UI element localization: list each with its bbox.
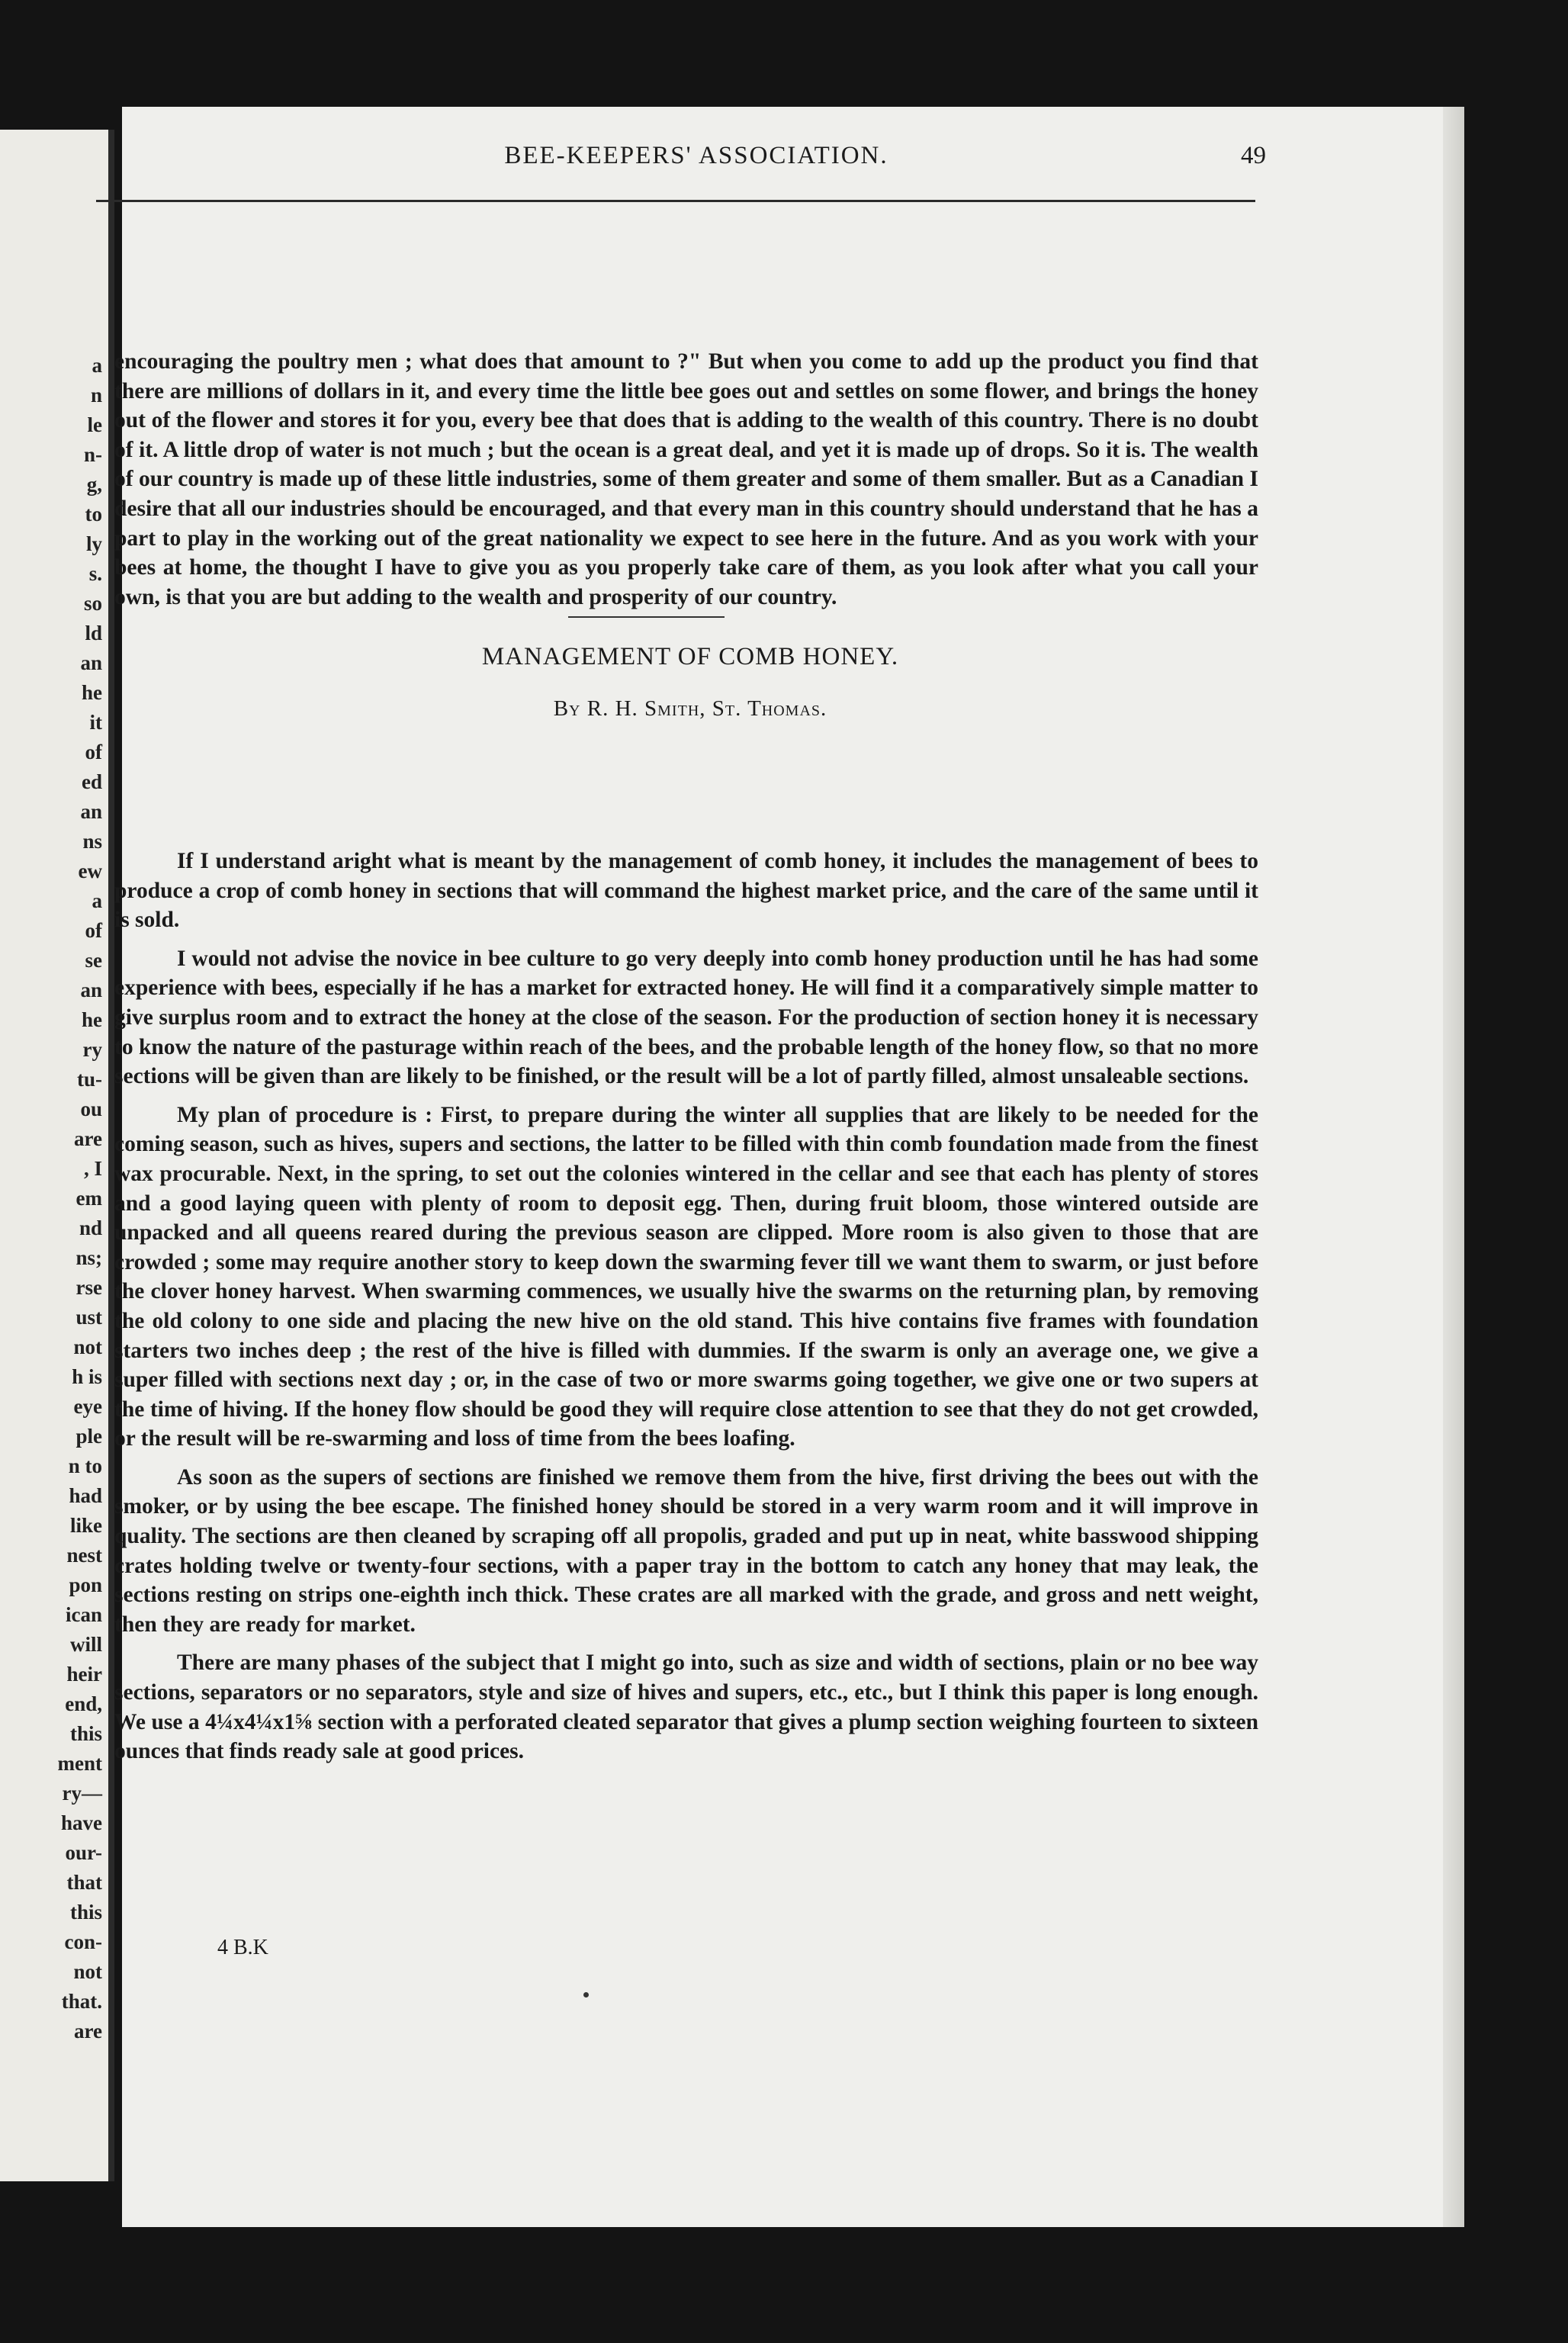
ink-speck (583, 1992, 589, 1997)
facing-page-fragment-line: ew (78, 860, 102, 882)
facing-page-fragment-line: this (69, 1901, 102, 1924)
facing-page-fragment-line: rse (76, 1276, 102, 1299)
facing-page-fragment-line: heir (66, 1663, 102, 1686)
facing-page-fragment-line: se (85, 949, 102, 972)
article-paragraph-3: My plan of procedure is : First, to prepare during the winter all supplies that are likely to be needed for the coming season, such as hives, supers and sections, the latter to be filled with thin comb foundation made from the finest wax procurable. Next, in the spring, to set out the colonies wintered in the cellar and see that each has plenty of stores and a good laying queen with plenty of room to deposit egg. Then, during fruit bloom, those wintered outside are unpacked and all queens reared during the previous season are clipped. More room is also given to those that are crowded ; some may require another story to keep down the swarming fever till we want them to swarm, or just before the clover honey harvest. When swarming commences, we usually hive the swarms on the returning plan, by removing the old colony to one side and placing the new hive on the old stand. This hive contains five frames with foundation starters two inches deep ; the rest of the hive is filled with dummies. If the swarm is only an average one, we give a super filled with sections next day ; or, in the case of two or more swarms going together, we give one or two supers at the time of hiving. If the honey flow should be good they will require close attention to see that they do not get crowded, or the result will be re-swarming and loss of time from the bees loafing. (114, 1102, 1258, 1451)
facing-page-fragment-line: he (82, 681, 102, 704)
facing-page-fragment-line: an (80, 651, 102, 674)
facing-page-fragment-line: ed (82, 770, 102, 793)
header-rule (96, 200, 1255, 202)
facing-page-fragment-line: ly (85, 532, 102, 555)
facing-page-fragment-line: a (92, 889, 102, 912)
facing-page-fragment-line: ple (76, 1425, 102, 1448)
facing-page-fragment-line: had (69, 1484, 102, 1507)
facing-page-fragment-line: not (73, 1960, 102, 1983)
facing-page-fragment-line: like (69, 1514, 102, 1537)
facing-page-fragment-line: n (90, 384, 102, 407)
facing-page-fragment-line: of (85, 741, 102, 763)
byline-text: By R. H. Smith, St. Thomas. (553, 696, 827, 721)
facing-page-fragment-line: nest (66, 1544, 102, 1567)
signature-mark: 4 B.K (217, 1936, 268, 1959)
article-paragraph-1: If I understand aright what is meant by the management of comb honey, it includes the management of bees to produce a crop of comb honey in sections that will command the highest market price, and the care of the same until it is sold. (114, 849, 1258, 933)
facing-page-fragment-line: have (61, 1811, 102, 1834)
facing-page-fragment-line: , I (83, 1157, 102, 1180)
running-head: BEE-KEEPERS' ASSOCIATION. (504, 142, 888, 169)
facing-page-fragment (0, 130, 114, 2181)
facing-page-fragment-line: n to (68, 1454, 102, 1477)
facing-page-fragment-line: em (76, 1187, 102, 1210)
facing-page-fragment-line: a (92, 354, 102, 377)
facing-page-fragment-line: pon (69, 1573, 102, 1596)
facing-page-fragment-line: ou (80, 1098, 102, 1120)
page-edge-shadow (1443, 107, 1464, 2227)
page-gutter (108, 130, 114, 2181)
facing-page-fragment-line: end, (65, 1692, 102, 1715)
facing-page-fragment-line: that (66, 1871, 102, 1894)
facing-page-fragment-line: n- (83, 443, 102, 466)
article-paragraph-2: I would not advise the novice in bee culture to go very deeply into comb honey production until he has had some experience with bees, especially if he has a market for extracted honey. He will find it a comparatively simple matter to give surplus room and to extract the honey at the close of the season. For the production of section honey it is necessary to know the nature of the pasturage within reach of the bees, and the probable length of the honey flow, so that no more sections will be given than are likely to be finished, or the result will be a lot of partly filled, almost unsaleable sections. (114, 946, 1258, 1089)
page-number: 49 (1241, 142, 1266, 169)
facing-page-fragment-line: ns (82, 830, 102, 853)
facing-page-fragment-line: to (85, 503, 102, 525)
article-paragraph-5: There are many phases of the subject that I might go into, such as size and width of sections, plain or no bee way sections, separators or no separators, style and size of hives and supers, etc., etc., but I think this paper is long enough. We use a 4¼x4¼x1⅝ section with a perforated cleated separator that gives a plump section weighing fourteen to sixteen ounces that finds ready sale at good prices. (114, 1650, 1258, 1764)
facing-page-fragment-line: ry— (62, 1782, 102, 1805)
facing-page-fragment-line: are (74, 2020, 102, 2042)
facing-page-fragment-line: s. (88, 562, 102, 585)
facing-page-fragment-line: ns; (76, 1246, 102, 1269)
facing-page-fragment-line: of (85, 919, 102, 942)
article-body (114, 847, 1258, 1776)
page-header (96, 142, 1296, 180)
facing-page-fragment-line: that. (61, 1990, 102, 2013)
facing-page-fragment-line: ry (82, 1038, 102, 1061)
continued-text-block (114, 347, 1258, 621)
facing-page-fragment-line: he (82, 1008, 102, 1031)
facing-page-fragment-line: will (69, 1633, 102, 1656)
facing-page-fragment-line: our- (65, 1841, 102, 1864)
facing-page-fragment-line: ld (85, 622, 102, 644)
facing-page-fragment-line: nd (79, 1216, 102, 1239)
facing-page-fragment-line: an (80, 979, 102, 1001)
facing-page-fragment-line: an (80, 800, 102, 823)
continued-paragraph: encouraging the poultry men ; what does that amount to ?" But when you come to add up the product you find that there are millions of dollars in it, and every time the little bee goes out and settles on some flower, and brings the honey out of the flower and stores it for you, every bee that does that is adding to the wealth of this country. There is no doubt of it. A little drop of water is not much ; but the ocean is a great deal, and yet it is made up of drops. So it is. The wealth of our country is made up of these little industries, some of them greater and some of them smaller. But as a Canadian I desire that all our industries should be encouraged, and that every man in this country should understand that he has a part to play in the working out of the great nationality we expect to see here in the future. And as you work with your bees at home, the thought I have to give you as you properly take care of them, as you look after what you call your own, is that you are but adding to the wealth and prosperity of our country. (114, 349, 1258, 609)
section-divider (568, 616, 725, 618)
article-title: MANAGEMENT OF COMB HONEY. (481, 643, 899, 670)
facing-page-fragment-line: ust (76, 1306, 102, 1329)
facing-page-line-ends (58, 351, 102, 2046)
facing-page-fragment-line: h is (72, 1365, 102, 1388)
facing-page-fragment-line: g, (86, 473, 102, 496)
facing-page-fragment-line: not (73, 1335, 102, 1358)
facing-page-fragment-line: it (89, 711, 102, 734)
facing-page-fragment-line: ment (57, 1752, 102, 1775)
article-paragraph-4: As soon as the supers of sections are finished we remove them from the hive, first driving the bees out with the smoker, or by using the bee escape. The finished honey should be stored in a very warm room and it will improve in quality. The sections are then cleaned by scraping off all propolis, graded and put up in neat, white basswood shipping crates holding twelve or twenty-four sections, with a paper tray in the bottom to catch any honey that may leak, the sections resting on strips one-eighth inch thick. These crates are all marked with the grade, and gross and nett weight, then they are ready for market. (114, 1464, 1258, 1637)
facing-page-fragment-line: con- (64, 1930, 102, 1953)
facing-page-fragment-line: ican (65, 1603, 102, 1626)
facing-page-fragment-line: are (74, 1127, 102, 1150)
facing-page-fragment-line: le (87, 413, 102, 436)
facing-page-fragment-line: eye (73, 1395, 102, 1418)
facing-page-fragment-line: tu- (77, 1068, 102, 1091)
facing-page-fragment-line: this (69, 1722, 102, 1745)
facing-page-fragment-line: so (83, 592, 102, 615)
article-byline (114, 696, 1266, 722)
